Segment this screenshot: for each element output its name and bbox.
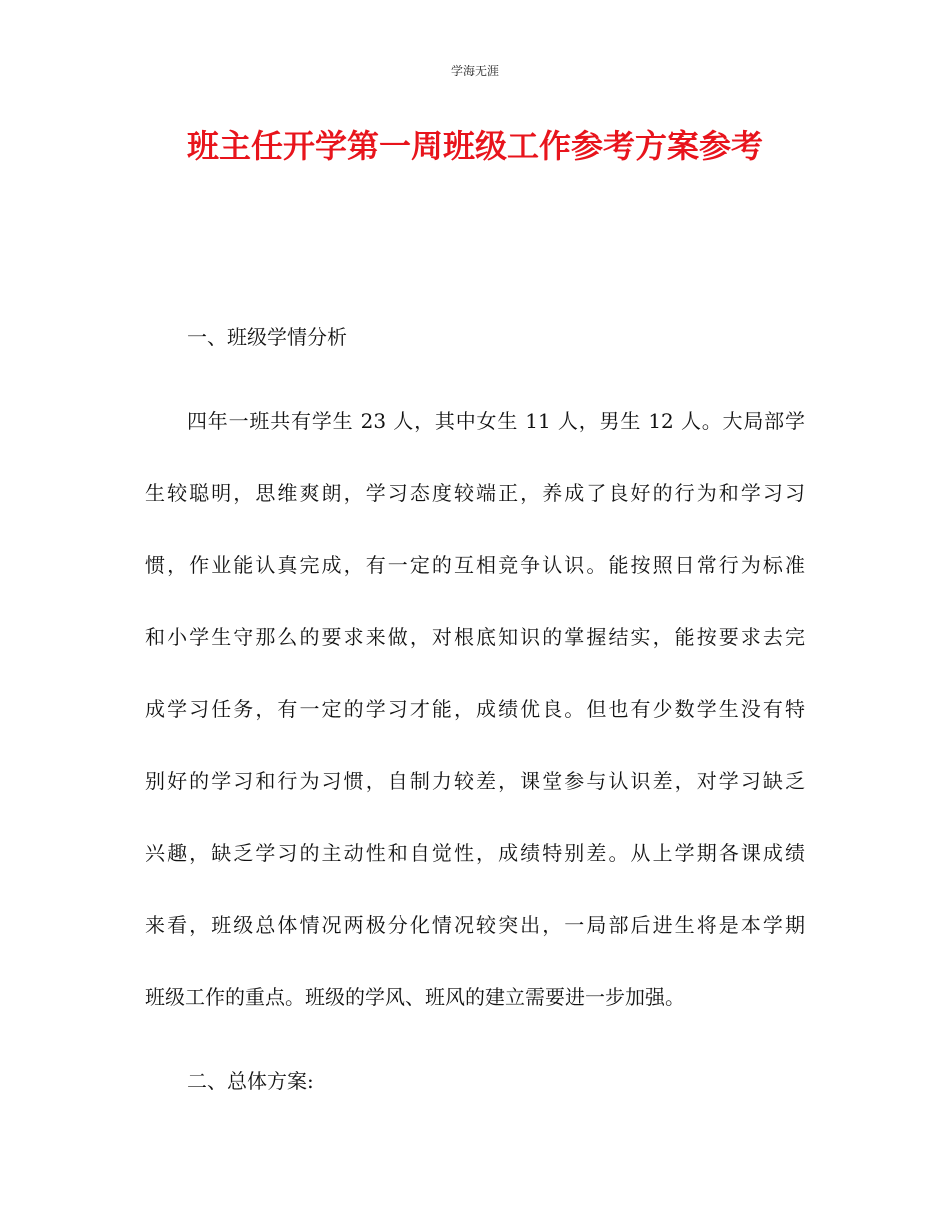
paragraph-line: 别好的学习和行为习惯，自制力较差，课堂参与认识差，对学习缺乏 (145, 769, 805, 793)
paragraph-line: 和小学生守那么的要求来做，对根底知识的掌握结实，能按要求去完 (145, 625, 805, 649)
paragraph-line: 来看，班级总体情况两极分化情况较突出，一局部后进生将是本学期 (145, 913, 805, 937)
paragraph-line: 四年一班共有学生 23 人，其中女生 11 人，男生 12 人。大局部学 (187, 409, 805, 433)
section-heading-2: 二、总体方案: (187, 1069, 314, 1093)
paragraph-line: 生较聪明，思维爽朗，学习态度较端正，养成了良好的行为和学习习 (145, 481, 805, 505)
paragraph-line: 班级工作的重点。班级的学风、班风的建立需要进一步加强。 (145, 985, 685, 1009)
paragraph-line: 惯，作业能认真完成，有一定的互相竞争认识。能按照日常行为标准 (145, 553, 805, 577)
document-title: 班主任开学第一周班级工作参考方案参考 (186, 127, 763, 165)
paragraph-class-analysis (145, 385, 805, 1033)
section-heading-1: 一、班级学情分析 (187, 325, 347, 349)
document-body (145, 313, 805, 1105)
paragraph-line: 成学习任务，有一定的学习才能，成绩优良。但也有少数学生没有特 (145, 697, 805, 721)
paragraph-line: 兴趣，缺乏学习的主动性和自觉性，成绩特别差。从上学期各课成绩 (145, 841, 805, 865)
page-header: 学海无涯 (450, 64, 499, 78)
